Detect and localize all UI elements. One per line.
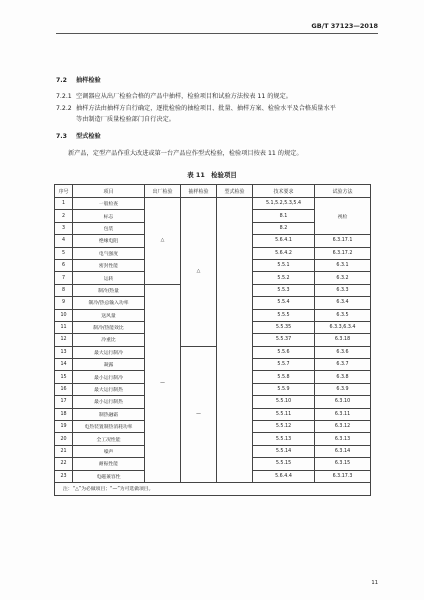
section-title: 抽样检验 — [76, 77, 101, 84]
table-note-row — [55, 482, 371, 495]
row-number: 20 — [55, 433, 73, 445]
technical-requirement: 5.5.9 — [253, 383, 315, 395]
row-number: 5 — [55, 247, 73, 259]
item-name: 送风量 — [73, 309, 145, 321]
standard-code: GB/T 37123—2018 — [311, 22, 378, 30]
item-name: 噪声 — [73, 445, 145, 457]
technical-requirement: 5.5.13 — [253, 433, 315, 445]
test-method: 6.3.3 — [315, 284, 371, 296]
row-number: 21 — [55, 445, 73, 457]
row-number: 18 — [55, 408, 73, 420]
clause-number: 7.2.1 — [56, 93, 72, 100]
item-name: 电磁兼容性 — [73, 470, 145, 482]
technical-requirement: 5.5.12 — [253, 421, 315, 433]
section-number: 7.3 — [56, 133, 67, 140]
technical-requirement: 5.5.3 — [253, 284, 315, 296]
row-number: 2 — [55, 210, 73, 222]
technical-requirement: 5.5.1 — [253, 259, 315, 271]
row-number: 10 — [55, 309, 73, 321]
technical-requirement: 8.2 — [253, 222, 315, 234]
item-name: 最大运行制冷 — [73, 346, 145, 358]
row-number: 16 — [55, 383, 73, 395]
test-method: 6.3.13 — [315, 433, 371, 445]
test-method: 6.3.12 — [315, 421, 371, 433]
technical-requirement: 5.6.4.1 — [253, 235, 315, 247]
test-method: 6.3.18 — [315, 334, 371, 346]
clause-number: 7.2.2 — [56, 105, 72, 112]
item-name: 最小运行制冷 — [73, 371, 145, 383]
technical-requirement: 5.5.11 — [253, 408, 315, 420]
sampling-inspection-mark: — — [181, 346, 217, 482]
inspection-items-table — [54, 184, 371, 496]
header-rule — [56, 33, 378, 34]
test-method: 6.3.6 — [315, 346, 371, 358]
table-header-row — [55, 185, 371, 198]
technical-requirement: 5.5.8 — [253, 371, 315, 383]
clause-7-2-2-continued: 等由制造厂质量检验部门自行决定。 — [76, 116, 175, 123]
row-number: 4 — [55, 235, 73, 247]
section-number: 7.2 — [56, 77, 67, 84]
item-name: 最大运行制热 — [73, 383, 145, 395]
header-cell: 技术要求 — [253, 185, 315, 198]
test-method: 6.3.4 — [315, 297, 371, 309]
test-method: 6.3.17.1 — [315, 235, 371, 247]
item-name: 电热装置制热消耗功率 — [73, 421, 145, 433]
row-number: 6 — [55, 259, 73, 271]
test-method: 6.3.8 — [315, 371, 371, 383]
table-note: 注：“△”为必做项目；“—”为可选做项目。 — [55, 482, 371, 495]
row-number: 23 — [55, 470, 73, 482]
technical-requirement: 5.1,5.2,5.3,5.4 — [253, 198, 315, 210]
header-cell: 型式检验 — [217, 185, 253, 198]
test-method: 6.3.5 — [315, 309, 371, 321]
row-number: 11 — [55, 321, 73, 333]
technical-requirement: 5.5.35 — [253, 321, 315, 333]
header-cell: 抽样检验 — [181, 185, 217, 198]
clause-7-2-1 — [56, 93, 292, 101]
test-method: 6.3.9 — [315, 383, 371, 395]
header-cell: 试验方法 — [315, 185, 371, 198]
section-7-2-heading — [56, 77, 101, 85]
table-row — [55, 346, 371, 358]
test-method: 6.3.7 — [315, 359, 371, 371]
type-inspection-mark — [217, 198, 253, 483]
item-name: 耐振性能 — [73, 458, 145, 470]
test-method: 6.3.17.2 — [315, 247, 371, 259]
item-name: 电气强度 — [73, 247, 145, 259]
item-name: 制冷/热总输入功率 — [73, 297, 145, 309]
technical-requirement: 5.5.7 — [253, 359, 315, 371]
test-method: 6.3.17.3 — [315, 470, 371, 482]
item-name: 标志 — [73, 210, 145, 222]
item-name: 运转 — [73, 272, 145, 284]
row-number: 19 — [55, 421, 73, 433]
clause-text: 空调器应从出厂检验合格的产品中抽样，检验项目和试验方法按表 11 的规定。 — [76, 93, 292, 100]
section-7-3-heading — [56, 133, 101, 141]
technical-requirement: 5.6.4.2 — [253, 247, 315, 259]
test-method: 6.3.2 — [315, 272, 371, 284]
header-cell: 出厂检验 — [145, 185, 181, 198]
test-method: 6.3.14 — [315, 445, 371, 457]
item-name: 一般检查 — [73, 198, 145, 210]
technical-requirement: 5.5.14 — [253, 445, 315, 457]
test-method: 6.3.10 — [315, 396, 371, 408]
row-number: 7 — [55, 272, 73, 284]
row-number: 9 — [55, 297, 73, 309]
item-name: 冷重比 — [73, 334, 145, 346]
technical-requirement: 5.5.37 — [253, 334, 315, 346]
section-7-3-text: 新产品，定型产品作重大改进或第一台产品应作型式检验，检验项目按表 11 的规定。 — [68, 150, 303, 157]
technical-requirement: 5.6.4.4 — [253, 470, 315, 482]
test-method: 6.3.1 — [315, 259, 371, 271]
test-method: 6.3.11 — [315, 408, 371, 420]
item-name: 密封性能 — [73, 259, 145, 271]
item-name: 全工况性能 — [73, 433, 145, 445]
row-number: 12 — [55, 334, 73, 346]
row-number: 22 — [55, 458, 73, 470]
technical-requirement: 5.5.10 — [253, 396, 315, 408]
sampling-inspection-mark: △ — [181, 198, 217, 347]
section-title: 型式检验 — [76, 133, 101, 140]
technical-requirement: 5.5.4 — [253, 297, 315, 309]
item-name: 包装 — [73, 222, 145, 234]
factory-inspection-mark: △ — [145, 198, 181, 285]
item-name: 制冷/热能效比 — [73, 321, 145, 333]
item-name: 制热融霜 — [73, 408, 145, 420]
table-row — [55, 198, 371, 210]
technical-requirement: 5.5.2 — [253, 272, 315, 284]
item-name: 凝露 — [73, 359, 145, 371]
test-method: 视检 — [315, 198, 371, 235]
test-method: 6.3.3,6.3.4 — [315, 321, 371, 333]
row-number: 14 — [55, 359, 73, 371]
item-name: 最小运行制热 — [73, 396, 145, 408]
technical-requirement: 5.5.5 — [253, 309, 315, 321]
technical-requirement: 5.5.15 — [253, 458, 315, 470]
technical-requirement: 5.5.6 — [253, 346, 315, 358]
header-cell: 序号 — [55, 185, 73, 198]
header-cell: 项目 — [73, 185, 145, 198]
row-number: 8 — [55, 284, 73, 296]
table-title: 表 11 检验项目 — [187, 171, 237, 179]
row-number: 15 — [55, 371, 73, 383]
row-number: 17 — [55, 396, 73, 408]
item-name: 制冷/热量 — [73, 284, 145, 296]
page-number: 11 — [371, 580, 378, 586]
item-name: 绝缘电阻 — [73, 235, 145, 247]
row-number: 1 — [55, 198, 73, 210]
clause-text: 抽样方法由抽样方自行确定，逐批检验的抽检项目、批量、抽样方案、检验水平及合格质量水平 — [76, 105, 336, 112]
row-number: 3 — [55, 222, 73, 234]
factory-inspection-mark: — — [145, 284, 181, 482]
row-number: 13 — [55, 346, 73, 358]
technical-requirement: 8.1 — [253, 210, 315, 222]
clause-7-2-2 — [56, 105, 336, 113]
test-method: 6.3.15 — [315, 458, 371, 470]
